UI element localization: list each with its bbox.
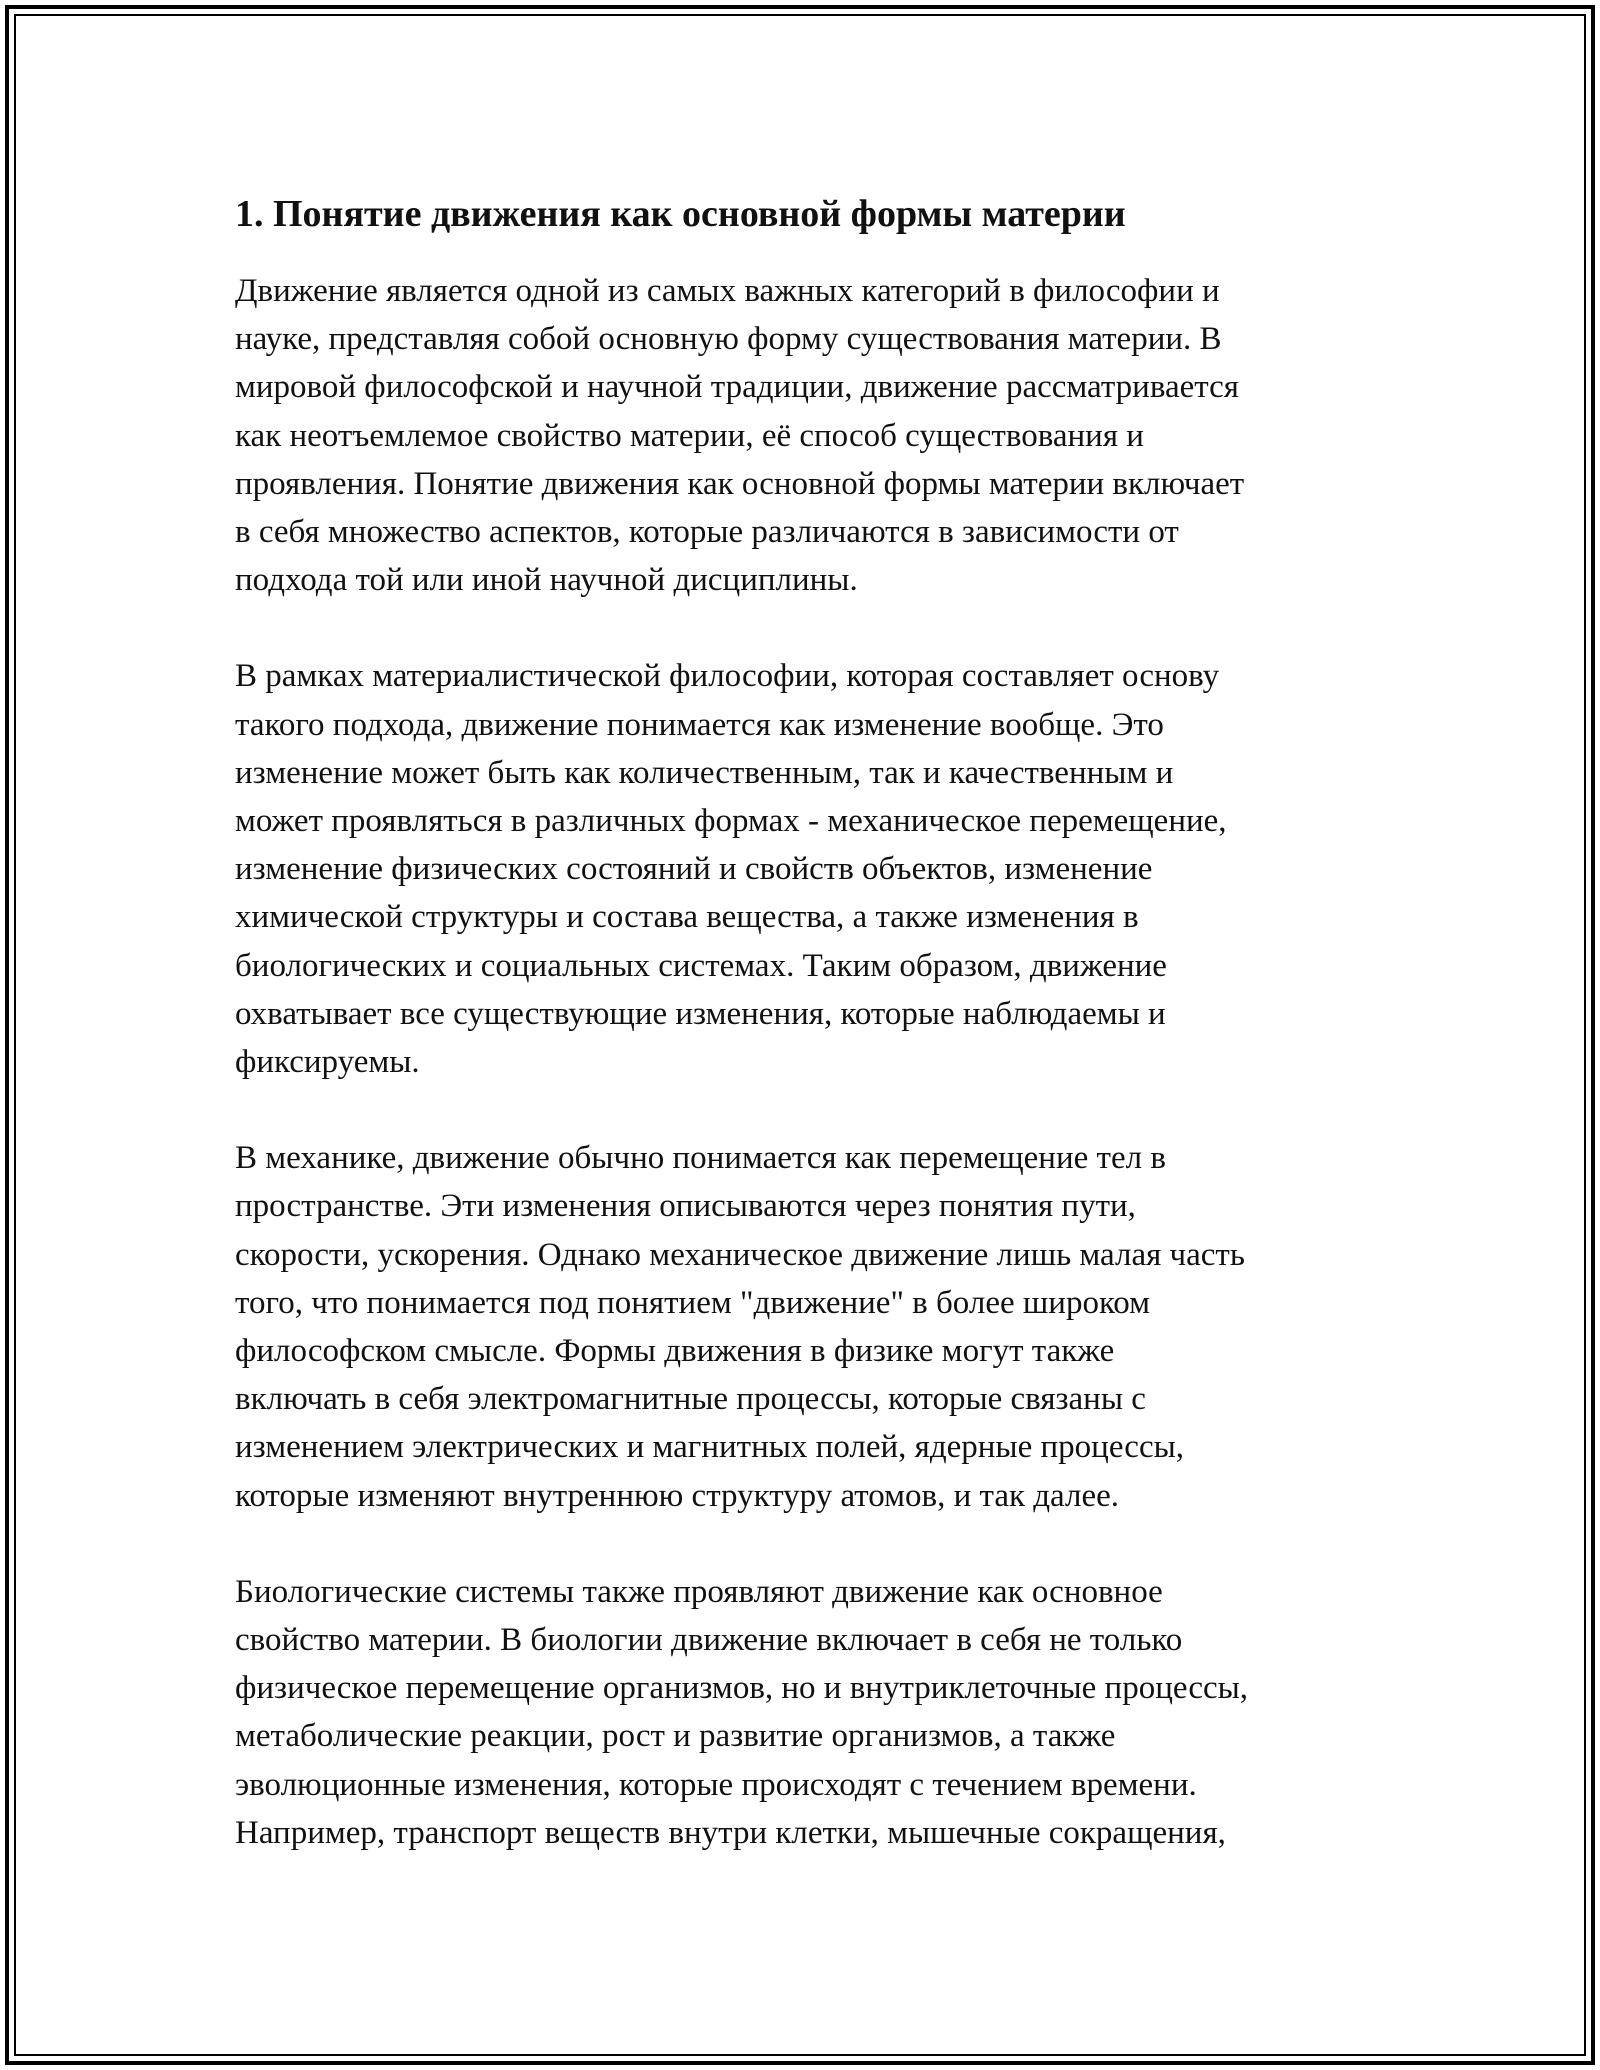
section-heading: 1. Понятие движения как основной формы материи	[235, 193, 1126, 235]
paragraph-2: В рамках материалистической философии, которая составляет основу такого подхода, движение понимается как изменение вообще. Это изменение может быть как количественным, так и качественным и может проявляться в различных формах - механическое перемещение, изменение физических состояний и свойств объектов, изменение химической структуры и состава вещества, а также изменения в биологических и социальных системах. Таким образом, движение охватывает все существующие изменения, которые наблюдаемы и фиксируемы.	[235, 658, 1227, 1081]
paragraph-1: Движение является одной из самых важных категорий в философии и науке, представляя собой основную форму существования материи. В мировой философской и научной традиции, движение рассматривается как неотъемлемое свойство материи, её способ существования и проявления. Понятие движения как основной формы материи включает в себя множество аспектов, которые различаются в зависимости от подхода той или иной научной дисциплины.	[235, 273, 1245, 599]
document-body	[235, 185, 1385, 1905]
paragraph-4: Биологические системы также проявляют движение как основное свойство материи. В биологии движение включает в себя не только физическое перемещение организмов, но и внутриклеточные процессы, метаболические реакции, рост и развитие организмов, а также эволюционные изменения, которые происходят с течением времени. Например, транспорт веществ внутри клетки, мышечные сокращения,	[235, 1573, 1249, 1851]
paragraph-3: В механике, движение обычно понимается как перемещение тел в пространстве. Эти изменения описываются через понятия пути, скорости, ускорения. Однако механическое движение лишь малая часть того, что понимается под понятием "движение" в более широком философском смысле. Формы движения в физике могут также включать в себя электромагнитные процессы, которые связаны с изменением электрических и магнитных полей, ядерные процессы, которые изменяют внутреннюю структуру атомов, и так далее.	[235, 1140, 1245, 1514]
